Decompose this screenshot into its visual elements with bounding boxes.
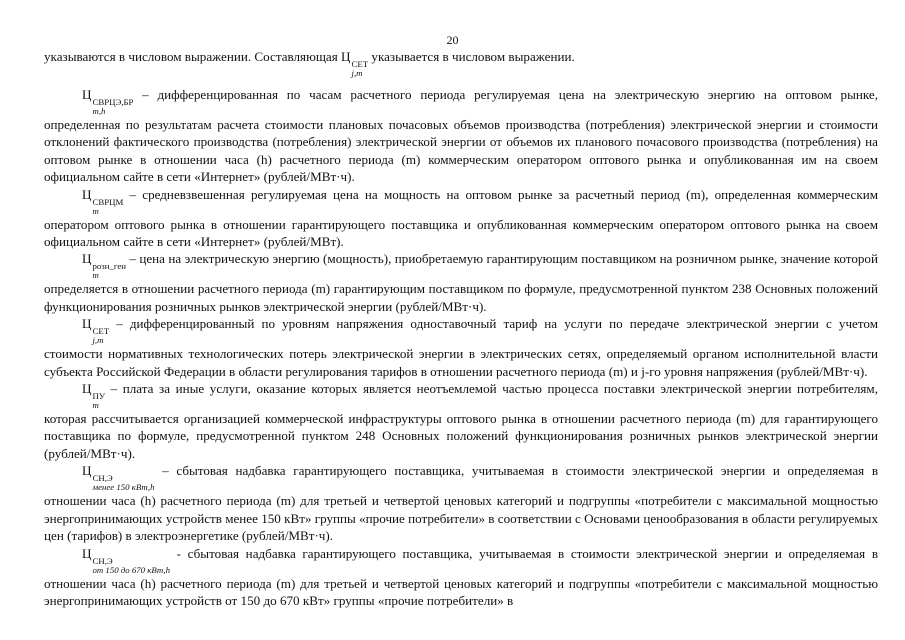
definition-paragraph [44,462,878,544]
symbol-indices [92,392,105,410]
symbol-indices [92,474,154,492]
paragraph-text: - сбытовая надбавка гарантирующего поставщика, учитываемая в стоимости электрической энергии и определяемая в отношении часа (h) расчетного периода (m) для третьей и четвертой ценовых категорий и подгруппы «потребители с максимальной мощностью энергопринимающих устройств от 150 до 670 кВт» группы «прочие потребители» в [44,545,878,608]
symbol-superscript: СЕТ [351,59,369,69]
symbol-indices [92,98,133,116]
symbol-subscript: j,m [92,335,104,346]
symbol-base: Ц [82,186,92,202]
symbol-superscript: СЕТ [92,326,110,337]
price-symbol [82,250,126,280]
symbol-superscript: ПУ [92,391,106,402]
document-body [44,48,878,609]
symbol-subscript: m [92,270,99,281]
paragraph-text: – дифференцированная по часам расчетного периода регулируемая цена на электрическую энергию на оптовом рынке, определенная по результатам расчета стоимости плановых почасовых объемов производства (потребления) электрической энергии и стоимости отклонений фактического производства (потребления) электрической энергии от объемов их планового почасового производства (потребления) на оптовом рынке в отношении часа (h) расчетного периода (m) коммерческим оператором оптового рынка и опубликованная им на своем официальном сайте в сети «Интернет» (рублей/МВт·ч). [44,87,878,185]
price-symbol [82,186,123,216]
symbol-superscript: СВРЦМ [92,196,124,207]
symbol-base: Ц [82,381,92,397]
symbol-base: Ц [82,87,92,102]
symbol-indices [92,557,170,575]
symbol-indices [92,198,123,216]
paragraph-text: указывается в числовом выражении. [368,49,575,64]
definition-paragraph [44,86,878,186]
symbol-subscript: j,m [351,68,363,78]
paragraph-text: – цена на электрическую энергию (мощность), приобретаемую гарантирующим поставщиком на розничном рынке, значение которой определяется в отношении расчетного периода (m) гарантирующим поставщиком по формуле, предусмотренной пунктом 238 Основных положений функционирования розничных рынков электрической энергии (рублей/МВт·ч). [44,251,878,314]
paragraph-text: – сбытовая надбавка гарантирующего поставщика, учитываемая в стоимости электрической энергии и определяемая в отношении часа (h) расчетного периода (m) для третьей и четвертой ценовых категорий и подгруппы «потребители с максимальной мощностью энергопринимающих устройств менее 150 кВт» группы «прочие потребители» в соответствии с Основами ценообразования в области регулируемых цен (тарифов) в электроэнергетике (рублей/МВт·ч). [44,463,878,544]
price-symbol [341,48,368,78]
symbol-subscript: менее 150 кВт,h [92,482,155,493]
symbol-base: Ц [82,545,92,561]
symbol-subscript: от 150 до 670 кВт,h [92,564,171,575]
symbol-subscript: m [92,205,99,216]
symbol-base: Ц [341,49,351,64]
symbol-base: Ц [82,316,92,332]
symbol-superscript: розн_ген [92,261,126,272]
continuation-paragraph [44,48,878,78]
paragraph-text: – дифференцированный по уровням напряжения одноставочный тариф на услуги по передаче электрической энергии с учетом стоимости нормативных технологических потерь электрической энергии в электрических сетях, определяемый органом исполнительной власти субъекта Российской Федерации в области регулирования тарифов в отношении расчетного периода (m) и j-го уровня напряжения (рублей/МВт·ч). [44,316,878,379]
paragraph-text: – средневзвешенная регулируемая цена на мощность на оптовом рынке за расчетный период (m), определенная коммерческим оператором оптового рынка в отношении гарантирующего поставщика и опубликованная коммерческим оператором оптового рынка на своем официальном сайте в сети «Интернет» (рублей/МВт). [44,186,878,250]
paragraph-text: – плата за иные услуги, оказание которых является неотъемлемой частью процесса поставки электрической энергии потребителям, которая рассчитывается организацией коммерческой инфраструктуры оптового рынка в отношении расчетного периода (m) для гарантирующего поставщика по формуле, предусмотренной пунктом 248 Основных положений функционирования розничных рынков электрической энергии (рублей/МВт·ч). [44,381,878,461]
paragraph-text-before: указываются в числовом выражении. Составляющая [44,49,342,64]
price-symbol [82,545,170,575]
definition-paragraph [44,545,878,610]
symbol-superscript: СН,Э [92,555,113,566]
symbol-indices [92,327,109,345]
definition-paragraph [44,380,878,462]
symbol-subscript: m [92,400,99,411]
symbol-subscript: m,h [92,106,106,116]
price-symbol [82,380,105,410]
symbol-indices [352,60,369,78]
symbol-base: Ц [82,251,92,267]
page-number: 20 [446,33,459,47]
price-symbol [82,462,155,492]
price-symbol [82,315,109,345]
definition-paragraph [44,250,878,315]
symbol-superscript: СН,Э [92,473,113,484]
definition-paragraph [44,315,878,380]
price-symbol [82,86,133,116]
symbol-superscript: СВРЦЭ,БР [92,97,134,107]
definition-paragraph [44,186,878,251]
symbol-indices [92,262,125,280]
symbol-base: Ц [82,463,92,479]
